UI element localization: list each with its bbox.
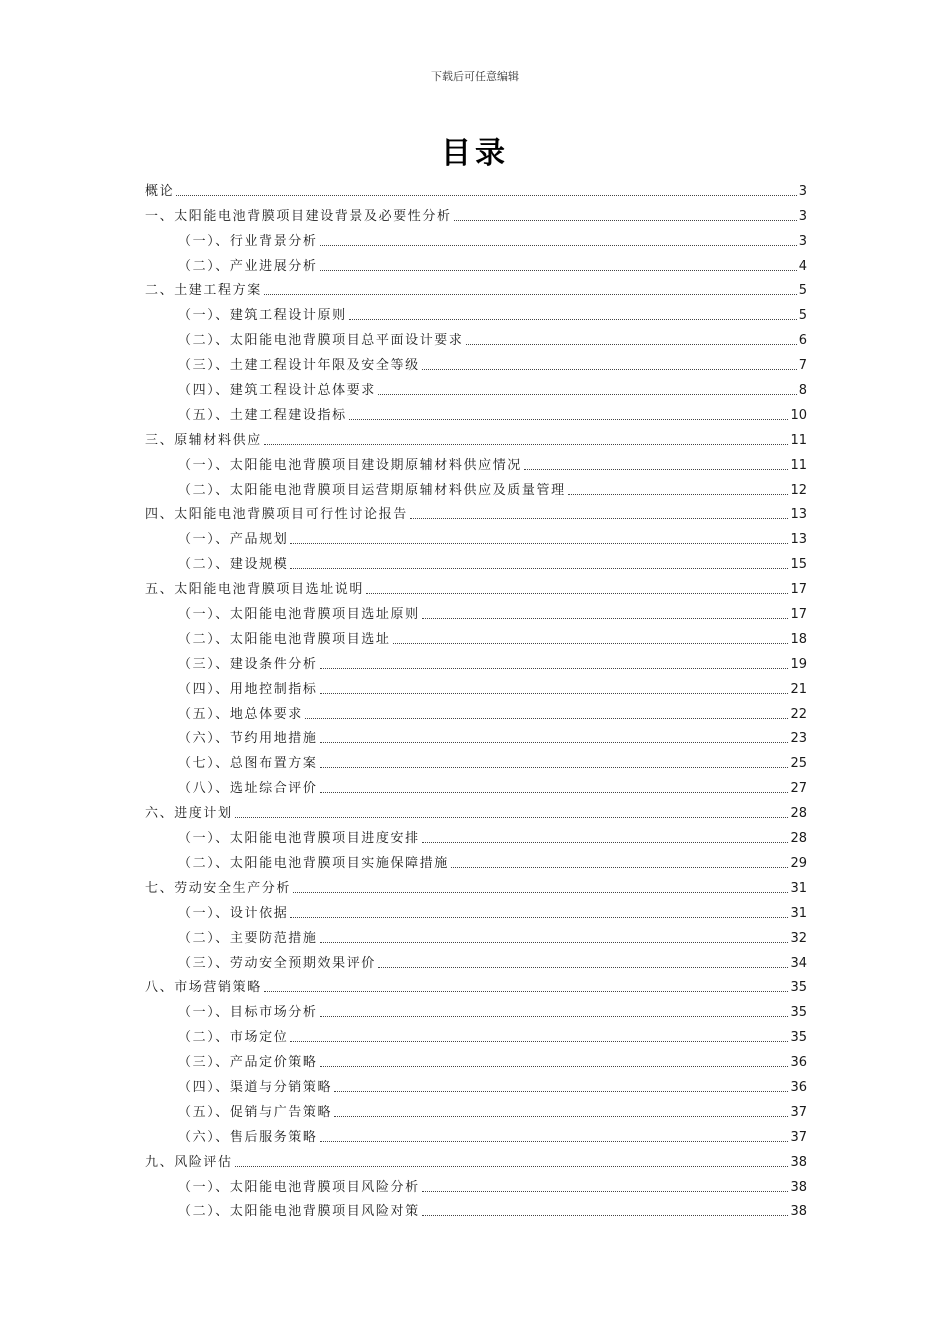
toc-entry-page-number: 19 — [790, 656, 807, 672]
toc-leader-dots — [320, 1015, 789, 1017]
toc-entry-page-number: 28 — [790, 831, 807, 847]
toc-entry-page-number: 3 — [798, 233, 807, 249]
toc-entry-page-number: 27 — [790, 781, 807, 797]
toc-leader-dots — [349, 418, 789, 420]
toc-leader-dots — [320, 692, 789, 694]
toc-entry-label: 九、风险评估 — [145, 1154, 233, 1170]
toc-entry-page-number: 18 — [790, 631, 807, 647]
toc-entry-page-number: 6 — [798, 333, 807, 349]
toc-leader-dots — [422, 1214, 789, 1216]
toc-entry-page-number: 5 — [798, 283, 807, 299]
toc-entry-label: 三、原辅材料供应 — [145, 432, 262, 448]
toc-leader-dots — [290, 567, 788, 569]
toc-entry[interactable] — [145, 847, 807, 872]
toc-leader-dots — [320, 766, 789, 768]
toc-entry-page-number: 10 — [790, 407, 807, 423]
toc-entry-page-number: 38 — [790, 1154, 807, 1170]
toc-leader-dots — [320, 244, 797, 246]
toc-entry-page-number: 35 — [790, 1030, 807, 1046]
toc-entry-page-number: 17 — [790, 582, 807, 598]
toc-leader-dots — [320, 667, 789, 669]
toc-entry-page-number: 4 — [798, 258, 807, 274]
toc-leader-dots — [176, 194, 797, 196]
toc-entry[interactable] — [145, 698, 807, 723]
toc-entry-page-number: 37 — [790, 1129, 807, 1145]
toc-entry[interactable] — [145, 200, 807, 225]
toc-entry[interactable] — [145, 673, 807, 698]
toc-entry[interactable] — [145, 449, 807, 474]
page-title: 目录 — [441, 136, 509, 171]
toc-entry[interactable] — [145, 499, 807, 524]
toc-leader-dots — [305, 717, 789, 719]
toc-entry[interactable] — [145, 648, 807, 673]
toc-entry-page-number: 13 — [790, 532, 807, 548]
toc-entry-page-number: 13 — [790, 507, 807, 523]
toc-entry-label: （四）、建筑工程设计总体要求 — [178, 383, 376, 399]
toc-leader-dots — [422, 617, 789, 619]
toc-entry-label: （一）、产品规划 — [178, 532, 289, 548]
toc-entry-label: （一）、太阳能电池背膜项目风险分析 — [178, 1179, 420, 1195]
toc-entry-label: （二）、太阳能电池背膜项目实施保障措施 — [178, 855, 449, 871]
toc-entry-page-number: 3 — [798, 183, 807, 199]
toc-entry-label: （四）、渠道与分销策略 — [178, 1079, 333, 1095]
toc-entry[interactable] — [145, 349, 807, 374]
toc-entry-page-number: 36 — [790, 1079, 807, 1095]
toc-leader-dots — [320, 941, 789, 943]
toc-leader-dots — [264, 990, 789, 992]
toc-entry-label: （二）、太阳能电池背膜项目总平面设计要求 — [178, 333, 464, 349]
toc-leader-dots — [378, 966, 789, 968]
toc-entry[interactable] — [145, 275, 807, 300]
toc-entry[interactable] — [145, 299, 807, 324]
toc-entry-label: （六）、售后服务策略 — [178, 1129, 318, 1145]
toc-entry-page-number: 29 — [790, 855, 807, 871]
toc-entry[interactable] — [145, 399, 807, 424]
toc-entry[interactable] — [145, 1196, 807, 1221]
toc-leader-dots — [410, 517, 789, 519]
toc-leader-dots — [320, 791, 789, 793]
toc-entry[interactable] — [145, 175, 807, 200]
toc-entry[interactable] — [145, 747, 807, 772]
toc-entry-label: 七、劳动安全生产分析 — [145, 880, 292, 896]
toc-entry-page-number: 38 — [790, 1179, 807, 1195]
toc-entry[interactable] — [145, 1146, 807, 1171]
toc-leader-dots — [393, 642, 789, 644]
toc-entry[interactable] — [145, 623, 807, 648]
toc-entry-label: （一）、建筑工程设计原则 — [178, 308, 347, 324]
toc-entry[interactable] — [145, 598, 807, 623]
toc-entry-label: （三）、土建工程设计年限及安全等级 — [178, 358, 420, 374]
toc-entry[interactable] — [145, 424, 807, 449]
toc-leader-dots — [378, 393, 797, 395]
toc-leader-dots — [334, 1090, 788, 1092]
toc-entry[interactable] — [145, 523, 807, 548]
toc-leader-dots — [290, 1040, 788, 1042]
toc-entry-label: 八、市场营销策略 — [145, 980, 262, 996]
toc-entry-label: （二）、太阳能电池背膜项目运营期原辅材料供应及质量管理 — [178, 482, 566, 498]
toc-entry-page-number: 25 — [790, 756, 807, 772]
toc-leader-dots — [290, 916, 788, 918]
toc-leader-dots — [320, 741, 789, 743]
toc-entry[interactable] — [145, 1021, 807, 1046]
toc-entry[interactable] — [145, 374, 807, 399]
toc-entry-page-number: 32 — [790, 930, 807, 946]
toc-leader-dots — [320, 1065, 789, 1067]
toc-leader-dots — [366, 592, 788, 594]
toc-entry-page-number: 37 — [790, 1104, 807, 1120]
toc-entry-page-number: 5 — [798, 308, 807, 324]
toc-leader-dots — [264, 293, 797, 295]
toc-entry[interactable] — [145, 996, 807, 1021]
toc-entry-label: （一）、太阳能电池背膜项目选址原则 — [178, 607, 420, 623]
toc-entry-page-number: 31 — [790, 905, 807, 921]
toc-entry[interactable] — [145, 897, 807, 922]
toc-entry-label: 一、太阳能电池背膜项目建设背景及必要性分析 — [145, 208, 452, 224]
toc-entry[interactable] — [145, 474, 807, 499]
toc-entry-label: （四）、用地控制指标 — [178, 681, 318, 697]
table-of-contents — [145, 175, 807, 1220]
toc-entry-label: （三）、产品定价策略 — [178, 1055, 318, 1071]
toc-entry[interactable] — [145, 723, 807, 748]
toc-entry-label: （一）、行业背景分析 — [178, 233, 318, 249]
toc-entry-label: （八）、选址综合评价 — [178, 781, 318, 797]
toc-entry-page-number: 3 — [798, 208, 807, 224]
toc-leader-dots — [334, 1115, 788, 1117]
toc-entry[interactable] — [145, 548, 807, 573]
toc-entry-label: （二）、产业进展分析 — [178, 258, 318, 274]
toc-entry-label: （二）、太阳能电池背膜项目风险对策 — [178, 1204, 420, 1220]
toc-entry-label: （五）、地总体要求 — [178, 706, 303, 722]
toc-entry[interactable] — [145, 947, 807, 972]
toc-entry-label: 四、太阳能电池背膜项目可行性讨论报告 — [145, 507, 408, 523]
toc-entry-page-number: 28 — [790, 806, 807, 822]
toc-entry[interactable] — [145, 1096, 807, 1121]
toc-entry-page-number: 31 — [790, 880, 807, 896]
toc-leader-dots — [466, 343, 797, 345]
toc-entry-page-number: 38 — [790, 1204, 807, 1220]
toc-entry[interactable] — [145, 872, 807, 897]
toc-leader-dots — [320, 1140, 789, 1142]
toc-entry-page-number: 15 — [790, 557, 807, 573]
toc-leader-dots — [264, 443, 789, 445]
toc-entry-page-number: 22 — [790, 706, 807, 722]
toc-entry-page-number: 17 — [790, 607, 807, 623]
toc-entry[interactable] — [145, 1046, 807, 1071]
toc-entry-page-number: 21 — [790, 681, 807, 697]
toc-entry-page-number: 11 — [790, 457, 807, 473]
toc-leader-dots — [349, 318, 797, 320]
toc-entry[interactable] — [145, 250, 807, 275]
toc-entry-label: （一）、太阳能电池背膜项目进度安排 — [178, 831, 420, 847]
toc-entry-page-number: 35 — [790, 980, 807, 996]
toc-entry[interactable] — [145, 772, 807, 797]
header-note: 下载后可任意编辑 — [431, 70, 519, 83]
toc-entry-page-number: 36 — [790, 1055, 807, 1071]
toc-entry[interactable] — [145, 922, 807, 947]
toc-entry-page-number: 12 — [790, 482, 807, 498]
toc-entry-label: （七）、总图布置方案 — [178, 756, 318, 772]
toc-entry-page-number: 11 — [790, 432, 807, 448]
toc-entry-page-number: 8 — [798, 383, 807, 399]
toc-entry-label: （一）、设计依据 — [178, 905, 289, 921]
toc-leader-dots — [235, 816, 789, 818]
toc-leader-dots — [454, 219, 797, 221]
toc-entry[interactable] — [145, 822, 807, 847]
toc-entry-label: （二）、市场定位 — [178, 1030, 289, 1046]
toc-entry[interactable] — [145, 225, 807, 250]
toc-entry-label: （一）、太阳能电池背膜项目建设期原辅材料供应情况 — [178, 457, 522, 473]
toc-leader-dots — [422, 841, 789, 843]
toc-entry-label: （一）、目标市场分析 — [178, 1005, 318, 1021]
toc-entry-label: （五）、促销与广告策略 — [178, 1104, 333, 1120]
toc-entry-label: 二、土建工程方案 — [145, 283, 262, 299]
toc-entry-page-number: 34 — [790, 955, 807, 971]
toc-entry[interactable] — [145, 1071, 807, 1096]
toc-entry[interactable] — [145, 1121, 807, 1146]
toc-leader-dots — [290, 542, 788, 544]
toc-leader-dots — [524, 468, 789, 470]
toc-leader-dots — [451, 866, 789, 868]
toc-leader-dots — [422, 368, 797, 370]
toc-entry-label: （六）、节约用地措施 — [178, 731, 318, 747]
toc-entry-label: （二）、主要防范措施 — [178, 930, 318, 946]
toc-leader-dots — [235, 1165, 789, 1167]
toc-entry-label: （三）、劳动安全预期效果评价 — [178, 955, 376, 971]
toc-entry-page-number: 7 — [798, 358, 807, 374]
toc-entry[interactable] — [145, 972, 807, 997]
toc-leader-dots — [568, 493, 789, 495]
toc-entry-label: （二）、太阳能电池背膜项目选址 — [178, 631, 391, 647]
toc-leader-dots — [422, 1190, 789, 1192]
toc-entry-page-number: 35 — [790, 1005, 807, 1021]
toc-leader-dots — [320, 269, 797, 271]
toc-entry[interactable] — [145, 797, 807, 822]
toc-entry-label: （二）、建设规模 — [178, 557, 289, 573]
toc-entry[interactable] — [145, 1171, 807, 1196]
toc-entry-label: 五、太阳能电池背膜项目选址说明 — [145, 582, 365, 598]
toc-entry-label: （三）、建设条件分析 — [178, 656, 318, 672]
toc-entry[interactable] — [145, 324, 807, 349]
toc-entry[interactable] — [145, 573, 807, 598]
toc-entry-label: 概论 — [145, 183, 175, 199]
toc-entry-page-number: 23 — [790, 731, 807, 747]
toc-entry-label: 六、进度计划 — [145, 806, 233, 822]
toc-entry-label: （五）、土建工程建设指标 — [178, 407, 347, 423]
toc-leader-dots — [293, 891, 788, 893]
